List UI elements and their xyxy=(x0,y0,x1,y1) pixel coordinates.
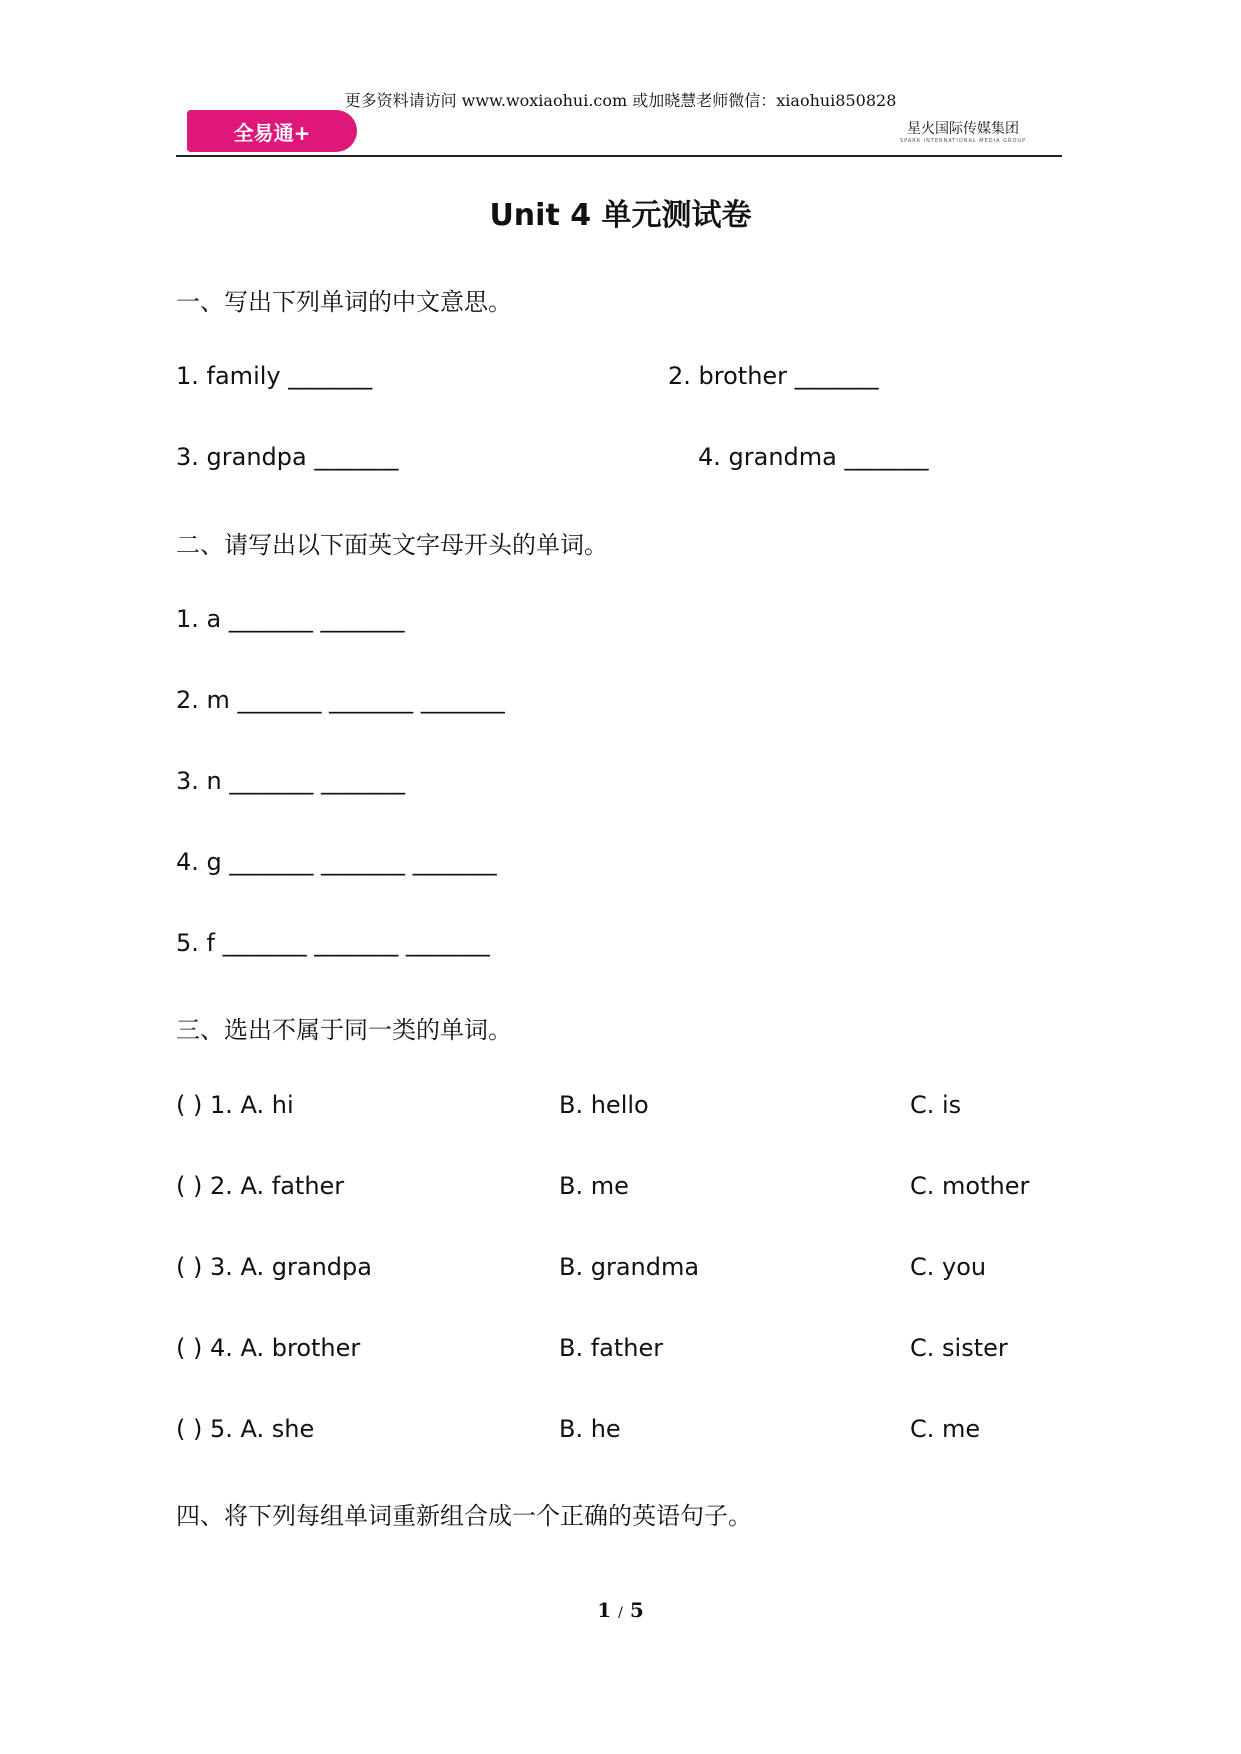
s3-option-c: C. is xyxy=(910,1091,962,1119)
page-current: 1 xyxy=(597,1598,612,1622)
s3-option-a: ( ) 5. A. she xyxy=(176,1415,315,1443)
s2-item: 4. g _______ _______ _______ xyxy=(176,848,497,876)
brand-name-cn: 星火国际传媒集团 xyxy=(907,121,1020,137)
s3-option-c: C. me xyxy=(910,1415,981,1443)
s2-item: 3. n _______ _______ xyxy=(176,767,405,795)
section-3-heading: 三、选出不属于同一类的单词。 xyxy=(176,1016,512,1044)
s2-item: 2. m _______ _______ _______ xyxy=(176,686,505,714)
s3-option-b: B. grandma xyxy=(559,1253,700,1281)
s3-option-a: ( ) 2. A. father xyxy=(176,1172,345,1200)
brand-name-en: SPARK INTERNATIONAL MEDIA GROUP xyxy=(900,138,1027,144)
s3-option-b: B. hello xyxy=(559,1091,649,1119)
s2-item: 1. a _______ _______ xyxy=(176,605,405,633)
s3-option-c: C. mother xyxy=(910,1172,1030,1200)
s3-option-b: B. he xyxy=(559,1415,621,1443)
s1-item: 1. family _______ xyxy=(176,362,373,390)
page-total: 5 xyxy=(629,1598,644,1622)
section-2-heading: 二、请写出以下面英文字母开头的单词。 xyxy=(176,531,608,559)
s1-item: 4. grandma _______ xyxy=(698,443,929,471)
header-note: 更多资料请访问 www.woxiaohui.com 或加晓慧老师微信：xiaohui850828 xyxy=(344,91,897,110)
s1-item: 2. brother _______ xyxy=(668,362,879,390)
s2-item: 5. f _______ _______ _______ xyxy=(176,929,490,957)
header-divider xyxy=(176,155,1062,157)
s3-option-b: B. father xyxy=(559,1334,664,1362)
s3-option-a: ( ) 1. A. hi xyxy=(176,1091,294,1119)
brand-logo: 全易通+ xyxy=(187,110,357,152)
page-title: Unit 4 单元测试卷 xyxy=(489,198,752,233)
s3-option-b: B. me xyxy=(559,1172,629,1200)
publisher-brand xyxy=(900,118,1026,144)
s1-item: 3. grandpa _______ xyxy=(176,443,399,471)
s3-option-c: C. you xyxy=(910,1253,987,1281)
s3-option-c: C. sister xyxy=(910,1334,1008,1362)
page-separator: / xyxy=(618,1605,623,1621)
s3-option-a: ( ) 4. A. brother xyxy=(176,1334,361,1362)
page-number xyxy=(0,1598,1241,1622)
section-1-heading: 一、写出下列单词的中文意思。 xyxy=(176,288,512,316)
section-4-heading: 四、将下列每组单词重新组合成一个正确的英语句子。 xyxy=(176,1502,752,1530)
s3-option-a: ( ) 3. A. grandpa xyxy=(176,1253,372,1281)
